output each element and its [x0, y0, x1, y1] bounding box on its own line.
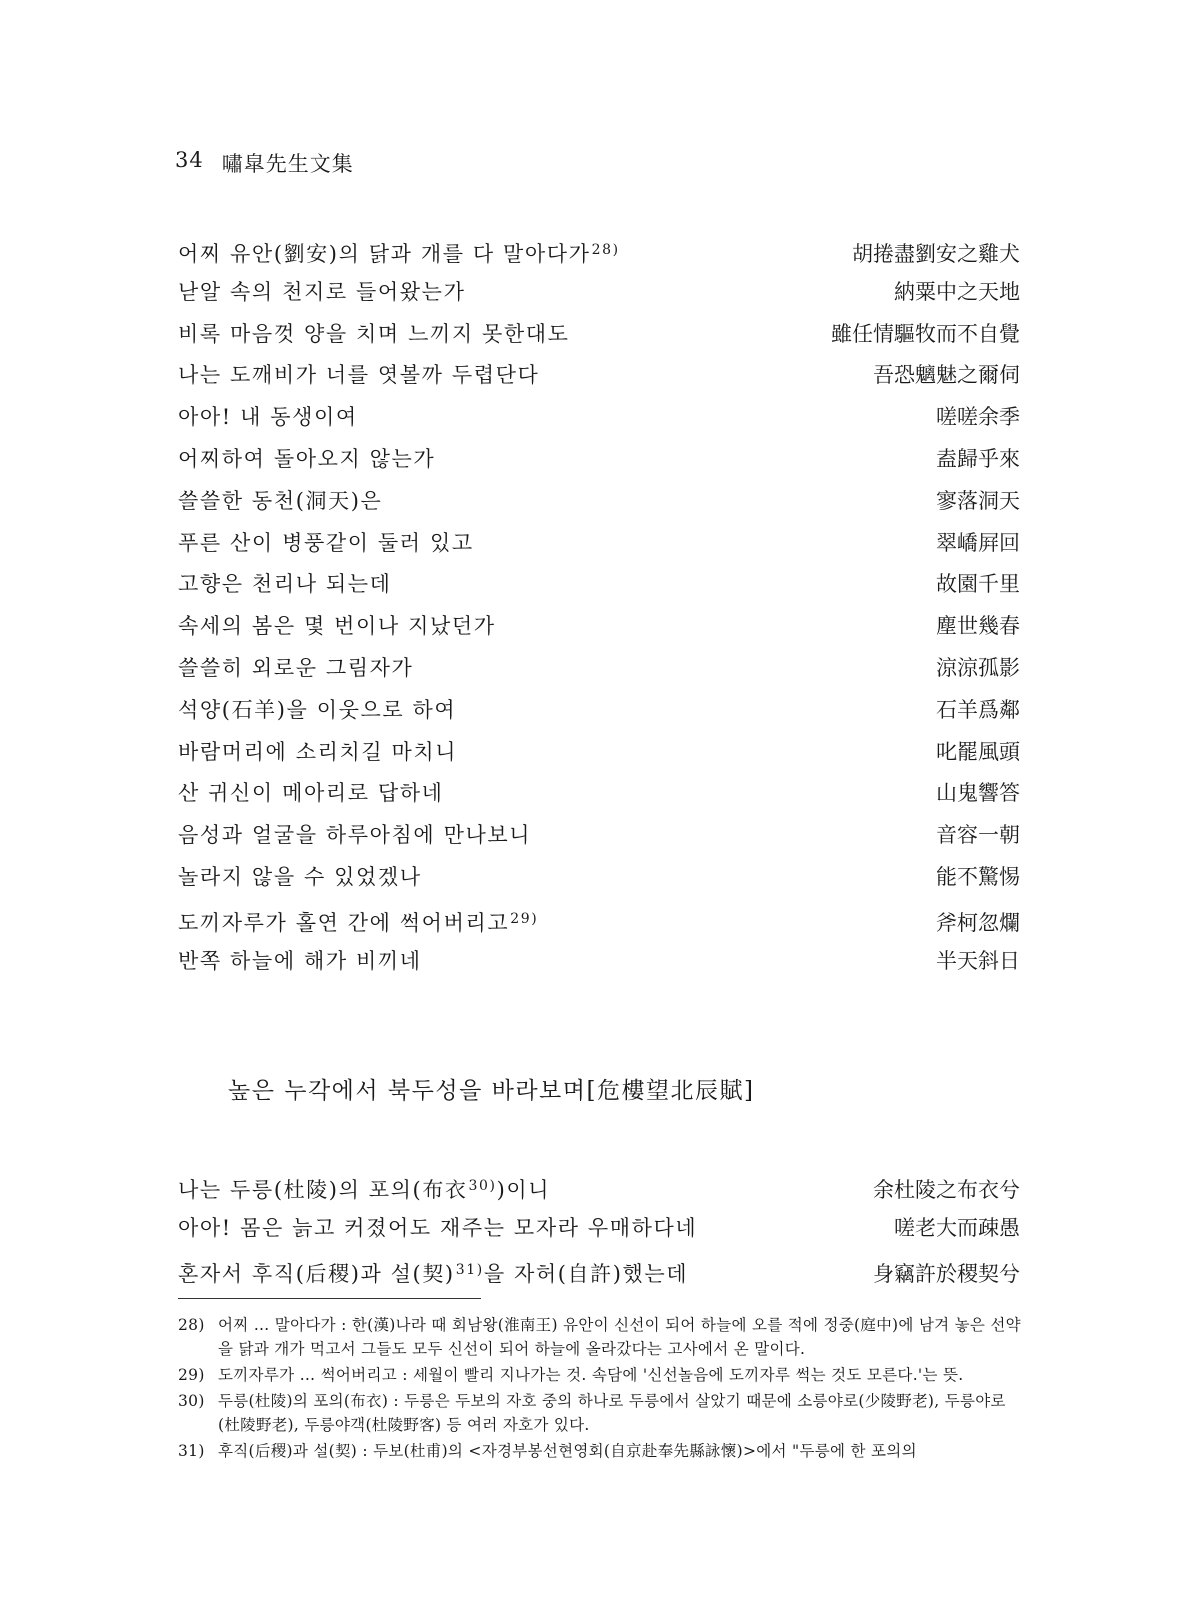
- hanja-verse: 盍歸乎來: [936, 446, 1020, 471]
- footnote: [178, 1389, 1023, 1437]
- hanja-verse: 胡捲盡劉安之雞犬: [852, 242, 1020, 266]
- korean-verse: 아아! 몸은 늙고 커졌어도 재주는 모자라 우매하다네: [178, 1215, 698, 1240]
- poem-line: [178, 773, 1020, 815]
- poem-body-2: [178, 1166, 1020, 1291]
- hanja-verse: 塵世幾春: [936, 614, 1020, 639]
- korean-verse: 바람머리에 소리치길 마치니: [178, 739, 458, 764]
- hanja-verse: 余杜陵之布衣兮: [873, 1178, 1020, 1202]
- footnote-number: 29): [178, 1366, 205, 1384]
- poem-line: [178, 439, 1020, 481]
- hanja-verse: 嗟嗟余季: [936, 405, 1020, 430]
- korean-verse: 도끼자루가 홀연 간에 썩어버리고$^{29)}$: [178, 910, 539, 935]
- poem-line: [178, 941, 1020, 983]
- korean-verse: 놀라지 않을 수 있었겠나: [178, 864, 422, 889]
- hanja-verse: 山鬼響答: [936, 781, 1020, 806]
- hanja-verse: 納粟中之天地: [894, 279, 1020, 304]
- footnote: [178, 1363, 1023, 1387]
- poem-line: [178, 481, 1020, 523]
- korean-verse: 반쪽 하늘에 해가 비끼네: [178, 948, 422, 973]
- page-header: [175, 148, 354, 178]
- footnote-text: 어찌 … 말아다가 : 한(漢)나라 때 회남왕(淮南王) 유안이 신선이 되어 하늘에 오를 적에 정중(庭中)에 남겨 놓은 선약을 닭과 개가 먹고서 그들도 모두 신선이 되어 하늘에 올라갔다는 고사에서 온 말이다.: [218, 1316, 1021, 1358]
- hanja-verse: 嗟老大而疎愚: [894, 1215, 1020, 1240]
- hanja-verse: 寥落洞天: [936, 488, 1020, 513]
- footnote-text: 후직(后稷)과 설(契) : 두보(杜甫)의 <자경부봉선현영회(自京赴奉先縣詠懷)>에서 "두릉에 한 포의의: [218, 1442, 917, 1460]
- hanja-verse: 能不驚惕: [936, 864, 1020, 889]
- footnote-marker: 28): [591, 242, 620, 258]
- korean-verse: 석양(石羊)을 이웃으로 하여: [178, 697, 457, 722]
- poem-line: [178, 815, 1020, 857]
- footnote: [178, 1439, 1023, 1463]
- korean-verse: 푸른 산이 병풍같이 둘러 있고: [178, 530, 474, 555]
- footnotes: [178, 1313, 1023, 1465]
- hanja-verse: 雖任情驅牧而不自覺: [831, 321, 1020, 346]
- section-title: 높은 누각에서 북두성을 바라보며[危樓望北辰賦]: [228, 1078, 755, 1104]
- poem-line: [178, 648, 1020, 690]
- footnote-marker: 30): [468, 1178, 497, 1194]
- korean-verse: 속세의 봄은 몇 번이나 지났던가: [178, 614, 496, 639]
- page-number: 34: [175, 148, 204, 172]
- poem-line: [178, 523, 1020, 565]
- korean-verse: 나는 두릉(杜陵)의 포의(布衣$^{30)}$)이니: [178, 1178, 551, 1202]
- hanja-verse: 涼涼孤影: [936, 655, 1020, 680]
- hanja-verse: 叱罷風頭: [936, 739, 1020, 764]
- book-title: 嘯皐先生文集: [221, 152, 354, 176]
- hanja-verse: 半天斜日: [936, 948, 1020, 973]
- poem-line: [178, 1208, 1020, 1250]
- poem-line: [178, 732, 1020, 774]
- korean-verse: 낟알 속의 천지로 들어왔는가: [178, 279, 466, 304]
- hanja-verse: 石羊爲鄰: [936, 697, 1020, 722]
- footnote-number: 31): [178, 1442, 205, 1460]
- footnote-text: 도끼자루가 … 썩어버리고 : 세월이 빨리 지나가는 것. 속담에 '신선놀음에 도끼자루 썩는 것도 모른다.'는 뜻.: [218, 1366, 964, 1384]
- poem-body: [178, 230, 1020, 982]
- poem-line: [178, 690, 1020, 732]
- poem-line: [178, 397, 1020, 439]
- hanja-verse: 斧柯忽爛: [936, 910, 1020, 935]
- hanja-verse: 音容一朝: [936, 823, 1020, 848]
- poem-line: [178, 899, 1020, 941]
- hanja-verse: 身竊許於稷契兮: [873, 1261, 1020, 1286]
- korean-verse: 고향은 천리나 되는데: [178, 572, 392, 597]
- footnote: [178, 1313, 1023, 1361]
- hanja-verse: 吾恐魑魅之爾伺: [873, 363, 1020, 388]
- korean-verse: 산 귀신이 메아리로 답하네: [178, 781, 444, 806]
- footnote-divider: [178, 1298, 481, 1299]
- footnote-marker: 29): [510, 910, 539, 927]
- korean-verse: 나는 도깨비가 너를 엿볼까 두렵단다: [178, 363, 540, 388]
- poem-line: [178, 564, 1020, 606]
- poem-line: [178, 272, 1020, 314]
- poem-line: [178, 1250, 1020, 1292]
- korean-verse: 쓸쓸히 외로운 그림자가: [178, 655, 414, 680]
- footnote-number: 30): [178, 1392, 205, 1410]
- korean-verse: 음성과 얼굴을 하루아침에 만나보니: [178, 823, 532, 848]
- poem-line: [178, 355, 1020, 397]
- korean-verse: 비록 마음껏 양을 치며 느끼지 못한대도: [178, 321, 570, 346]
- poem-line: [178, 857, 1020, 899]
- korean-verse: 어찌하여 돌아오지 않는가: [178, 446, 436, 471]
- korean-verse: 어찌 유안(劉安)의 닭과 개를 다 말아다가$^{28)}$: [178, 242, 620, 266]
- footnote-number: 28): [178, 1316, 205, 1334]
- korean-verse: 쓸쓸한 동천(洞天)은: [178, 488, 383, 513]
- footnote-marker: 31): [455, 1261, 484, 1278]
- poem-line: [178, 606, 1020, 648]
- poem-line: [178, 314, 1020, 356]
- hanja-verse: 翠嶠屛回: [936, 530, 1020, 555]
- hanja-verse: 故園千里: [936, 572, 1020, 597]
- poem-line: [178, 1166, 1020, 1208]
- footnote-text: 두릉(杜陵)의 포의(布衣) : 두릉은 두보의 자호 중의 하나로 두릉에서 살았기 때문에 소릉야로(少陵野老), 두릉야로(杜陵野老), 두릉야객(杜陵野客) 등 여러 자호가 있다.: [218, 1392, 1006, 1434]
- korean-verse: 아아! 내 동생이여: [178, 405, 358, 430]
- poem-line: [178, 230, 1020, 272]
- korean-verse: 혼자서 후직(后稷)과 설(契)$^{31)}$을 자허(自許)했는데: [178, 1261, 689, 1286]
